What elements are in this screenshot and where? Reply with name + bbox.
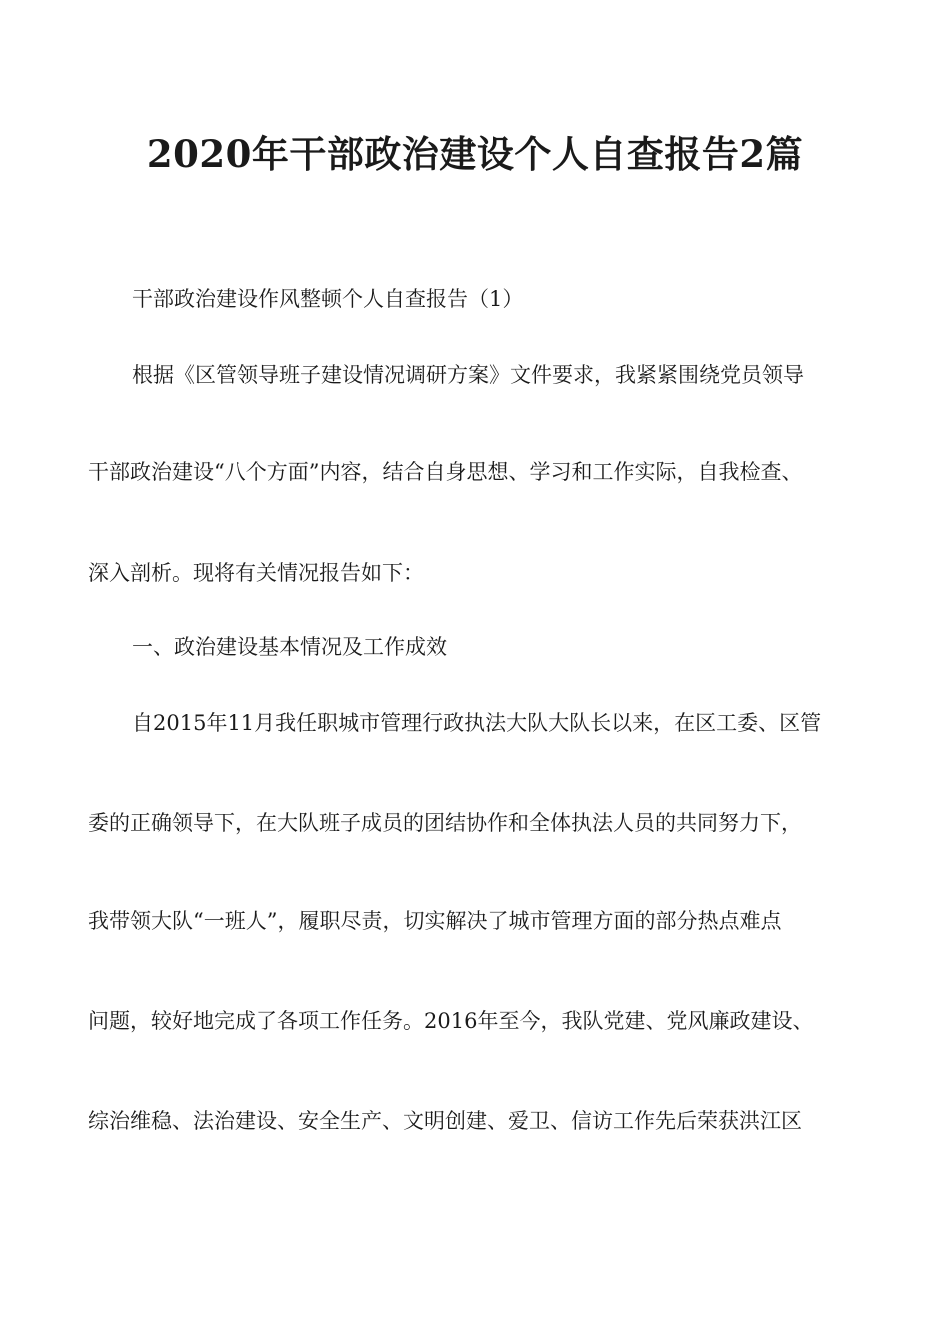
- paragraph-line: 我带领大队“一班人”，履职尽责，切实解决了城市管理方面的部分热点难点: [88, 909, 782, 933]
- document-title: 2020年干部政治建设个人自查报告2篇: [146, 132, 804, 176]
- paragraph-line: 自2015年11月我任职城市管理行政执法大队大队长以来，在区工委、区管: [132, 711, 822, 735]
- paragraph-line: 问题，较好地完成了各项工作任务。2016年至今，我队党建、党风廉政建设、: [88, 1009, 814, 1033]
- section-heading-report-1: 干部政治建设作风整顿个人自查报告（1）: [132, 287, 524, 311]
- paragraph-line: 委的正确领导下，在大队班子成员的团结协作和全体执法人员的共同努力下，: [88, 811, 802, 835]
- paragraph-line: 深入剖析。现将有关情况报告如下：: [88, 561, 424, 585]
- section-heading-basic-situation: 一、政治建设基本情况及工作成效: [132, 635, 447, 659]
- paragraph-line: 根据《区管领导班子建设情况调研方案》文件要求，我紧紧围绕党员领导: [132, 363, 804, 387]
- paragraph-line: 综治维稳、法治建设、安全生产、文明创建、爱卫、信访工作先后荣获洪江区: [88, 1109, 802, 1133]
- paragraph-line: 干部政治建设“八个方面”内容，结合自身思想、学习和工作实际，自我检查、: [88, 460, 803, 484]
